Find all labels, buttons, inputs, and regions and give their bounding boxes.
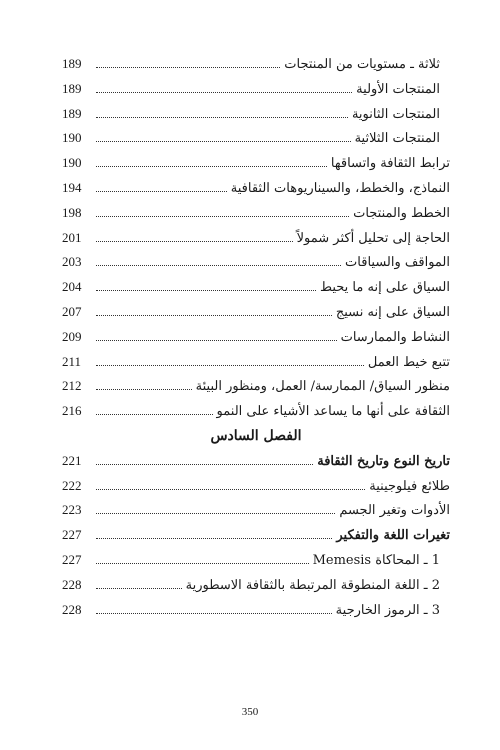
toc-entry <box>62 151 450 176</box>
toc-entry <box>62 350 450 375</box>
toc-entry-title: تاريخ النوع وتاريخ الثقافة <box>317 453 450 469</box>
toc-entry <box>62 201 450 226</box>
dot-leader <box>96 117 348 118</box>
toc-entry-page: 212 <box>62 378 82 394</box>
toc-entry <box>62 325 450 350</box>
dot-leader <box>96 340 337 341</box>
dot-leader <box>96 563 309 564</box>
toc-entry <box>62 226 450 251</box>
toc-entry <box>62 300 450 325</box>
toc-entry <box>62 102 450 127</box>
toc-entry-page: 204 <box>62 279 82 295</box>
dot-leader <box>96 538 332 539</box>
toc-entry-title: 2 ـ اللغة المنطوقة المرتبطة بالثقافة الاسطورية <box>185 577 440 593</box>
dot-leader <box>96 141 351 142</box>
toc-entry-title: المنتجات الثلاثية <box>354 131 440 147</box>
toc-entry <box>62 52 450 77</box>
toc-entry <box>62 474 450 499</box>
dot-leader <box>96 414 213 415</box>
chapter-heading: الفصل السادس <box>210 427 302 444</box>
toc-entry <box>62 598 450 623</box>
toc-entry-title: الحاجة إلى تحليل أكثر شمولاً <box>296 230 450 246</box>
dot-leader <box>96 489 365 490</box>
toc-entry-title: المواقف والسياقات <box>345 255 450 271</box>
toc-entry <box>62 77 450 102</box>
toc-entry-title: السياق على إنه ما يحيط <box>320 280 450 296</box>
toc-entry-title: الثقافة على أنها ما يساعد الأشياء على النمو <box>216 404 450 420</box>
dot-leader <box>96 67 280 68</box>
dot-leader <box>96 389 192 390</box>
toc-entry-title: منظور السياق/ الممارسة/ العمل، ومنظور البيئة <box>195 379 450 395</box>
dot-leader <box>96 166 327 167</box>
toc-entry <box>62 498 450 523</box>
toc-entry <box>62 573 450 598</box>
dot-leader <box>96 513 335 514</box>
dot-leader <box>96 216 349 217</box>
toc-entry <box>62 399 450 424</box>
toc-entry-page: 198 <box>62 204 82 220</box>
dot-leader <box>96 315 332 316</box>
toc-entry-title: تتبع خيط العمل <box>367 354 450 370</box>
toc-entry-page: 190 <box>62 155 82 171</box>
toc-entry <box>62 176 450 201</box>
dot-leader <box>96 464 313 465</box>
toc-entry-title: المنتجات الأولية <box>356 81 440 97</box>
dot-leader <box>96 290 316 291</box>
dot-leader <box>96 191 227 192</box>
toc-entry-page: 228 <box>62 601 82 617</box>
toc-entry-page: 189 <box>62 80 82 96</box>
toc-entry-page: 209 <box>62 328 82 344</box>
toc-entry-page: 216 <box>62 403 82 419</box>
toc-entry-page: 194 <box>62 179 82 195</box>
toc-entry-title: 3 ـ الرموز الخارجية <box>335 602 440 618</box>
toc-section-2 <box>62 449 450 623</box>
toc-entry <box>62 374 450 399</box>
toc-entry-page: 227 <box>62 551 82 567</box>
toc-entry-title: المنتجات الثانوية <box>351 106 440 122</box>
dot-leader <box>96 92 352 93</box>
toc-entry <box>62 275 450 300</box>
toc-section-1 <box>62 52 450 424</box>
toc-entry-title: ثلاثة ـ مستويات من المنتجات <box>284 57 440 72</box>
toc-entry-title: الخطط والمنتجات <box>353 205 450 221</box>
toc-entry-title: السياق على إنه نسيج <box>335 304 450 320</box>
toc-entry-page: 223 <box>62 502 82 518</box>
dot-leader <box>96 265 341 266</box>
toc-entry-page: 221 <box>62 452 82 468</box>
toc-entry-title: طلائع فيلوجينية <box>369 478 450 494</box>
toc-entry-page: 203 <box>62 254 82 270</box>
toc-entry-page: 189 <box>62 56 82 71</box>
toc-entry <box>62 523 450 548</box>
toc-entry-title: النشاط والممارسات <box>340 329 450 345</box>
toc-entry-title: ترابط الثقافة واتساقها <box>330 156 450 172</box>
toc-entry <box>62 250 450 275</box>
toc-entry-title: الأدوات وتغير الجسم <box>339 503 450 519</box>
toc-entry-page: 222 <box>62 477 82 493</box>
toc-entry-page: 207 <box>62 303 82 319</box>
toc-entry-title: 1 ـ المحاكاة Memesis <box>312 552 440 568</box>
toc-entry-page: 228 <box>62 576 82 592</box>
dot-leader <box>96 365 364 366</box>
table-of-contents <box>62 52 450 622</box>
toc-entry <box>62 126 450 151</box>
dot-leader <box>96 613 332 614</box>
toc-entry-title: تغيرات اللغة والتفكير <box>336 528 450 544</box>
dot-leader <box>96 588 182 589</box>
toc-entry-page: 189 <box>62 105 82 121</box>
toc-entry-page: 201 <box>62 229 82 245</box>
page-number: 350 <box>241 706 259 718</box>
toc-entry-title: النماذج، والخطط، والسيناريوهات الثقافية <box>230 180 450 196</box>
dot-leader <box>96 241 293 242</box>
toc-entry-page: 211 <box>62 353 82 369</box>
toc-entry-page: 227 <box>62 527 82 543</box>
toc-entry <box>62 449 450 474</box>
toc-entry-page: 190 <box>62 130 82 146</box>
toc-entry <box>62 548 450 573</box>
